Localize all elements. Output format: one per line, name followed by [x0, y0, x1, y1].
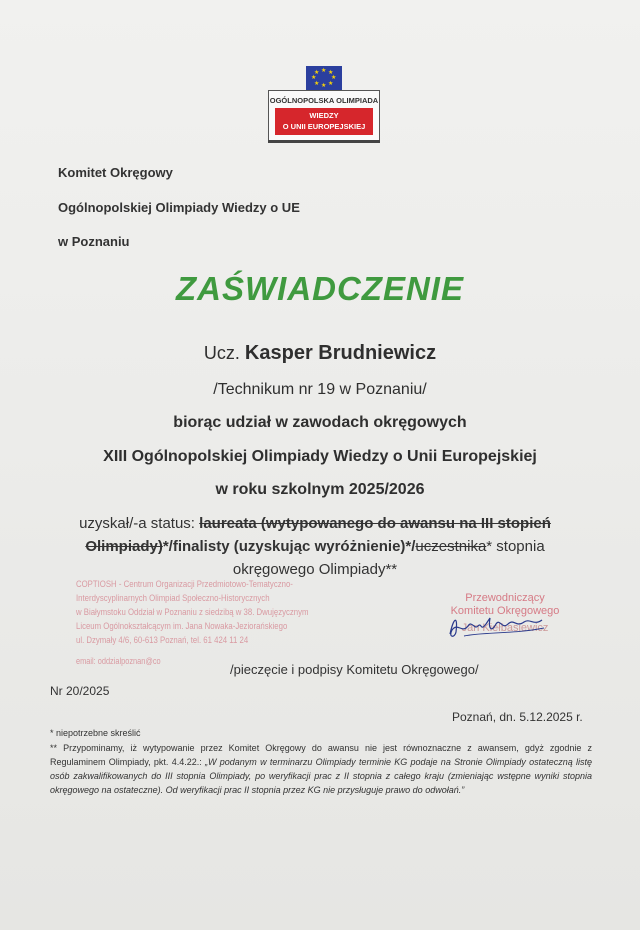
student-line — [0, 342, 640, 365]
status-finalist: */finalisty (uzyskując wyróżnienie)*/ — [162, 538, 416, 555]
logo-line-3: O UNII EUROPEJSKIEJ — [282, 122, 366, 131]
chair-name: Jan Kiełbasiewicz — [461, 622, 549, 634]
footnote-1: * niepotrzebne skreślić — [50, 728, 141, 738]
footnote-2-lead: ** Przypominamy, iż wytypowanie przez Komitet Okręgowy do awansu nie jest równoznaczne z awansem, gdyż zgodnie z Regulaminem Olimpiady, pkt. 4.4.22.: — [50, 743, 592, 767]
logo-line-2: WIEDZY — [309, 111, 339, 120]
body-line-2: XIII Ogólnopolskiej Olimpiady Wiedzy o Unii Europejskiej — [103, 448, 537, 465]
header-city: w Poznaniu — [58, 234, 130, 249]
logo-box — [268, 90, 380, 142]
document-number: Nr 20/2025 — [50, 684, 110, 698]
body-line-3: w roku szkolnym 2025/2026 — [215, 481, 425, 498]
stamp-line-5: ul. Dzymały 4/6, 60-613 Poznań, tel. 61 424 11 24 — [76, 635, 249, 646]
eu-flag-icon: ★ ★ ★ ★ ★ ★ ★ ★ — [306, 66, 342, 90]
chair-committee: Komitetu Okręgowego — [450, 605, 560, 617]
status-struck-laureate: laureata (wytypowanego do awansu na III stopień Olimpiady) — [85, 515, 551, 555]
handwritten-signature — [444, 612, 550, 642]
stamp-line-1: COPTIOSH - Centrum Organizacji Przedmiotowo-Tematyczno- — [76, 579, 293, 590]
body-line-1: biorąc udział w zawodach okręgowych — [173, 414, 467, 431]
logo-line-1: OGÓLNOPOLSKA OLIMPIADA — [269, 96, 379, 105]
status-struck-participant: uczestnika — [415, 538, 487, 555]
student-prefix: Ucz. — [203, 343, 240, 363]
document-title: ZAŚWIADCZENIE — [176, 270, 464, 307]
footnote-2 — [50, 741, 592, 797]
status-tail: * stopnia okręgowego Olimpiady** — [232, 538, 545, 578]
olympiad-logo — [268, 66, 380, 144]
footnote-2-quote: „W podanym w terminarzu Olimpiady terminie KG podaje na Stronie Olimpiady ostateczną listę osób zakwalifikowanych do III stopnia Olimpiady, po weryfikacji prac z II stopnia z całego kraju (zmieniając wstępne wyniki stopnia okręgowego na ostateczne). Od weryfikacji prac II stopnia przez KG nie przysługuje prawo do odwołań.” — [50, 757, 592, 795]
chair-title: Przewodniczący — [465, 592, 545, 604]
institution-stamp — [76, 578, 330, 668]
stamp-email: email: oddzialpoznan@co — [76, 656, 161, 666]
school-name: /Technikum nr 19 w Poznaniu/ — [213, 381, 427, 398]
logo-base — [268, 140, 380, 143]
logo-red-band — [275, 108, 373, 135]
header-committee: Komitet Okręgowy — [58, 165, 173, 180]
status-lead: uzyskał/-a status: — [79, 515, 195, 532]
student-name: Kasper Brudniewicz — [244, 342, 437, 364]
signature-caption: /pieczęcie i podpisy Komitetu Okręgowego/ — [230, 662, 479, 677]
status-paragraph — [60, 512, 570, 581]
stamp-line-4: Liceum Ogólnokształcącym im. Jana Nowaka-Jeziorańskiego — [76, 621, 288, 632]
stamp-line-2: Interdyscyplinarnych Olimpiad Społeczno-Historycznych — [76, 593, 270, 604]
document-date: Poznań, dn. 5.12.2025 r. — [452, 710, 583, 724]
stamp-line-3: w Białymstoku Oddział w Poznaniu z siedzibą w 38. Dwujęzycznym — [76, 607, 309, 618]
header-olympiad: Ogólnopolskiej Olimpiady Wiedzy o UE — [58, 200, 300, 215]
